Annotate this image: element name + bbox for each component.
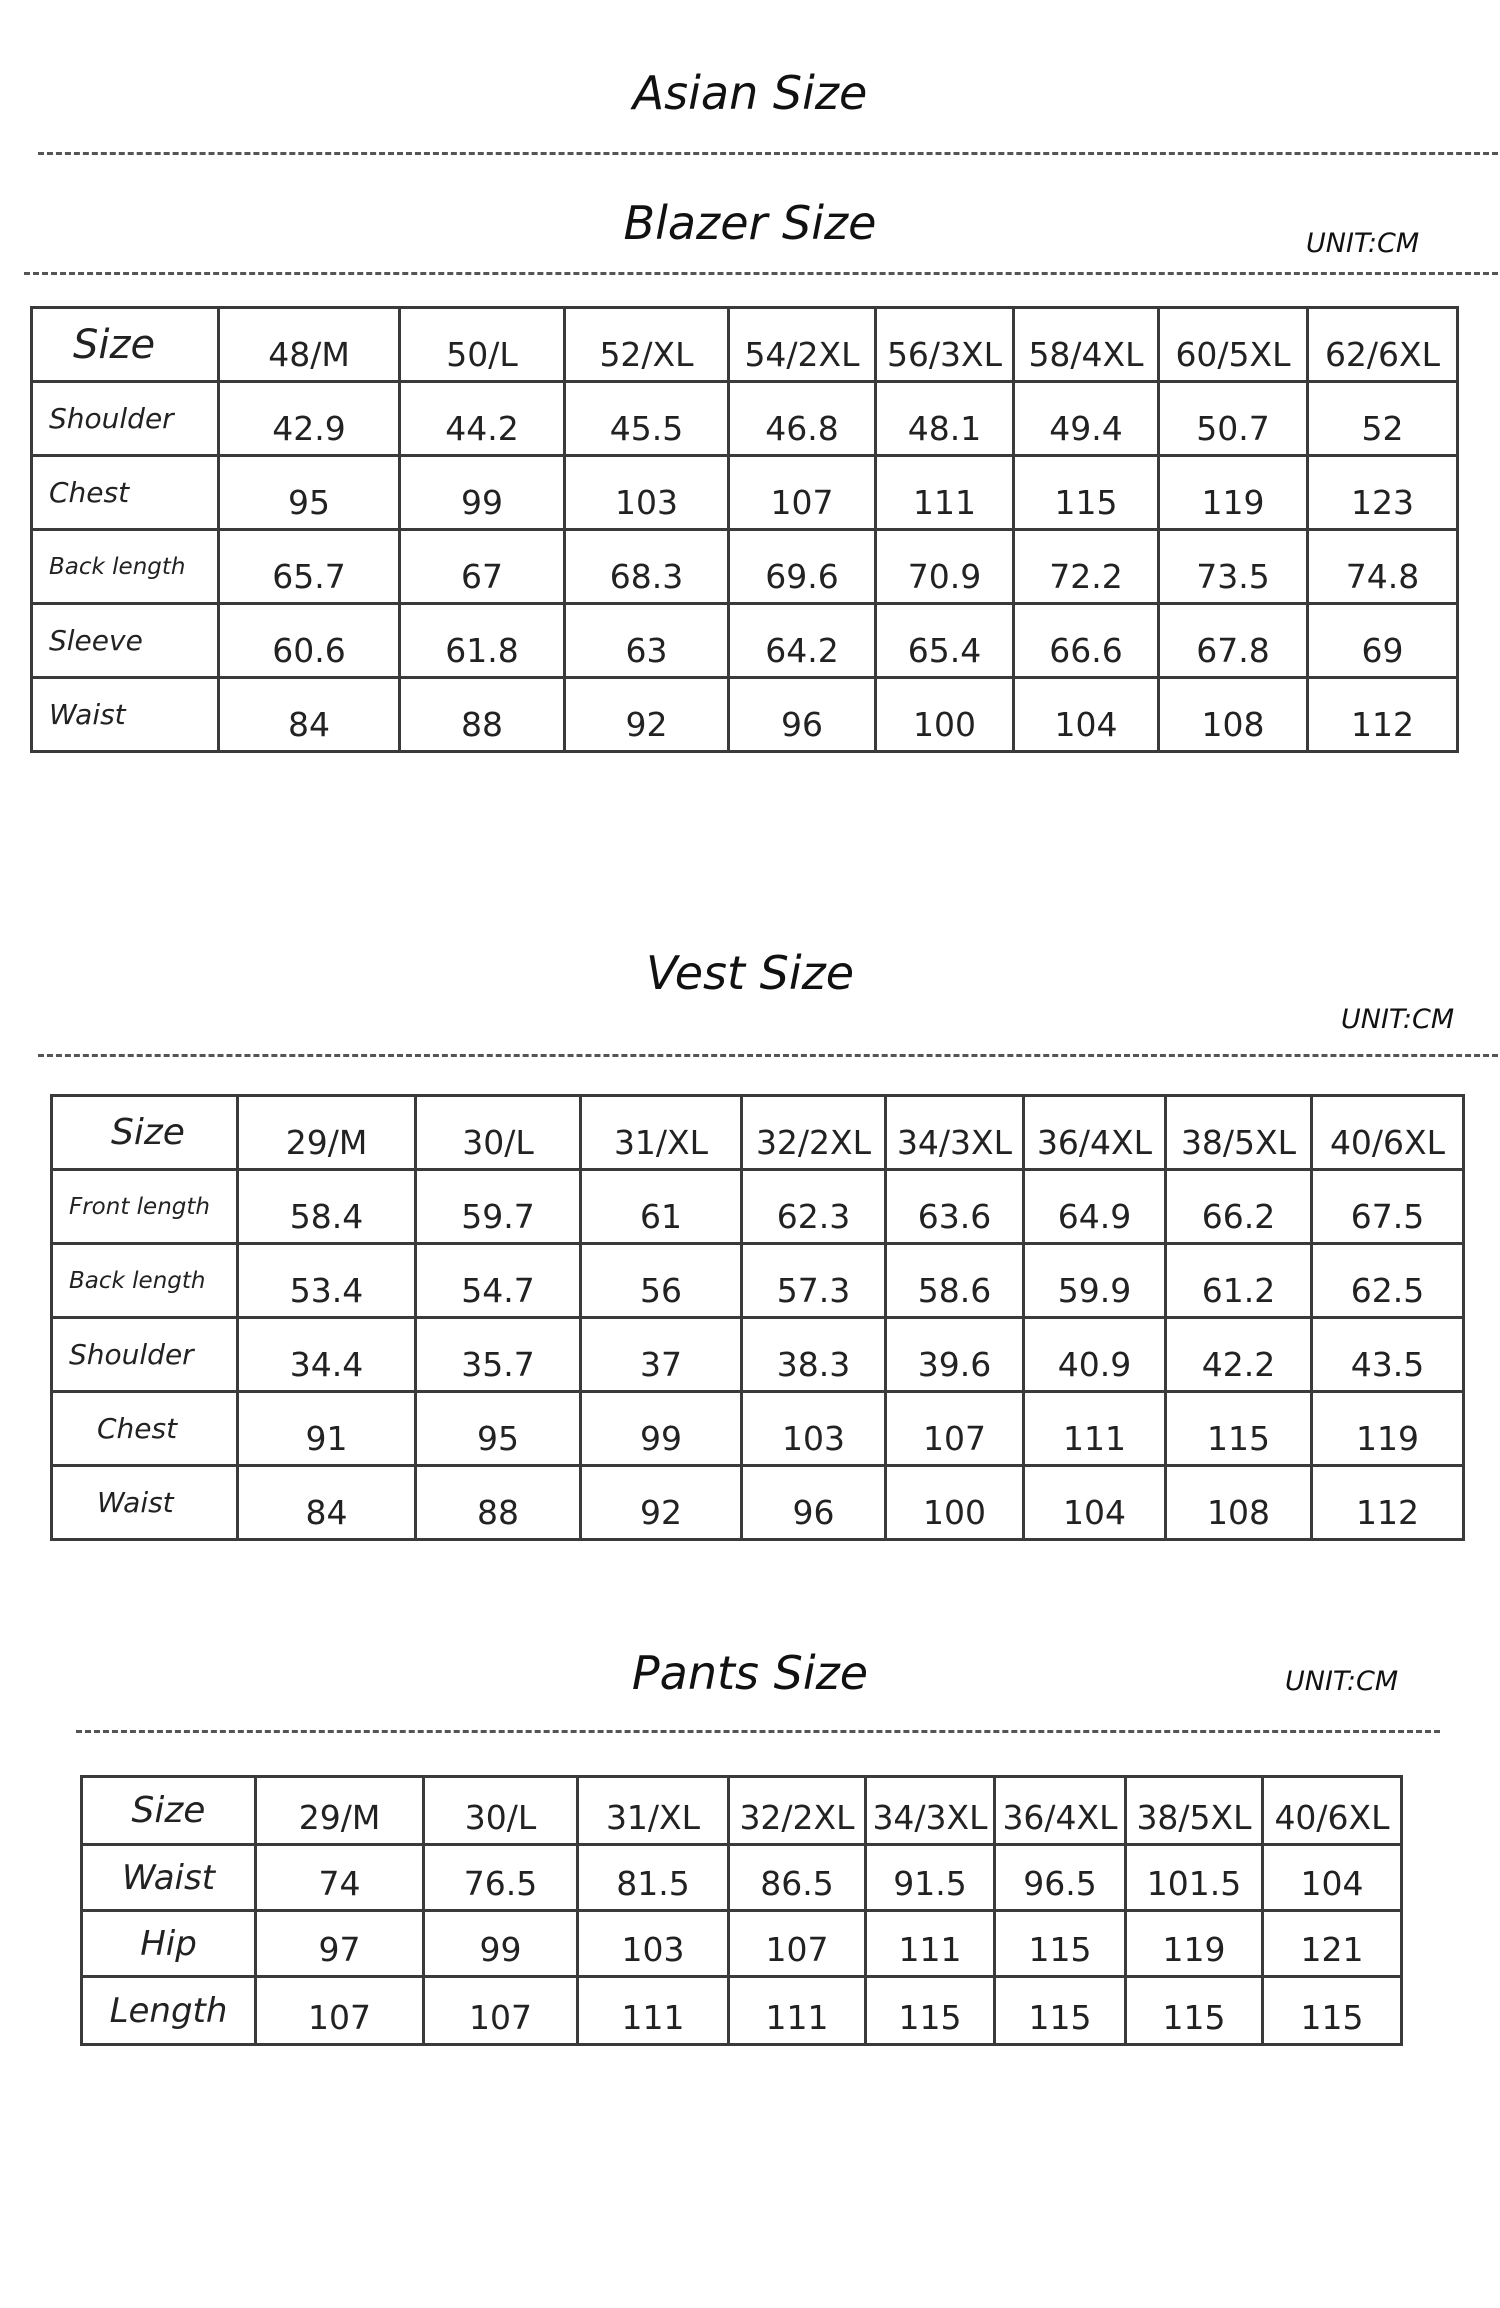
table-cell: 111 [876,456,1014,530]
table-cell: 43.5 [1312,1318,1464,1392]
table-cell: 103 [578,1911,729,1977]
table-cell: 68.3 [565,530,729,604]
row-label-back-length: Back length [52,1244,238,1318]
table-cell: 34.4 [238,1318,416,1392]
table-cell: 112 [1308,678,1458,752]
table-cell: 46.8 [729,382,876,456]
table-cell: 69 [1308,604,1458,678]
vest-title: Vest Size [645,946,855,1000]
table-cell: 108 [1166,1466,1312,1540]
table-header-row [82,1777,1402,1845]
table-cell: 59.7 [416,1170,581,1244]
divider [76,1730,1440,1733]
size-column-header: 60/5XL [1159,308,1308,382]
row-label-waist: Waist [32,678,219,752]
table-cell: 84 [219,678,400,752]
table-cell: 56 [581,1244,742,1318]
table-cell: 48.1 [876,382,1014,456]
size-column-header: 36/4XL [995,1777,1126,1845]
table-cell: 108 [1159,678,1308,752]
table-cell: 111 [578,1977,729,2045]
table-cell: 40.9 [1024,1318,1166,1392]
table-cell: 86.5 [729,1845,866,1911]
table-cell: 81.5 [578,1845,729,1911]
table-cell: 104 [1263,1845,1402,1911]
size-column-header: 38/5XL [1166,1096,1312,1170]
table-header-row [52,1096,1464,1170]
table-cell: 67.5 [1312,1170,1464,1244]
table-cell: 107 [256,1977,424,2045]
table-cell: 88 [400,678,565,752]
size-column-header: 38/5XL [1126,1777,1263,1845]
size-column-header: 48/M [219,308,400,382]
size-column-header: 30/L [416,1096,581,1170]
table-cell: 111 [866,1911,995,1977]
table-cell: 103 [742,1392,886,1466]
table-cell: 69.6 [729,530,876,604]
table-cell: 107 [729,1911,866,1977]
table-cell: 70.9 [876,530,1014,604]
table-cell: 65.7 [219,530,400,604]
table-header-row [32,308,1458,382]
table-cell: 63.6 [886,1170,1024,1244]
table-row [52,1466,1464,1540]
table-cell: 99 [581,1392,742,1466]
row-label-chest: Chest [32,456,219,530]
table-cell: 115 [1263,1977,1402,2045]
table-cell: 92 [581,1466,742,1540]
size-column-header: 62/6XL [1308,308,1458,382]
row-label-waist: Waist [52,1466,238,1540]
table-cell: 96 [729,678,876,752]
table-cell: 74 [256,1845,424,1911]
table-row [32,530,1458,604]
table-cell: 121 [1263,1911,1402,1977]
table-cell: 111 [1024,1392,1166,1466]
table-row [52,1392,1464,1466]
pants-unit: UNIT:CM [1285,1666,1399,1697]
table-cell: 63 [565,604,729,678]
table-cell: 39.6 [886,1318,1024,1392]
table-cell: 42.9 [219,382,400,456]
row-label-hip: Hip [82,1911,256,1977]
size-column-header: 36/4XL [1024,1096,1166,1170]
size-column-header: 54/2XL [729,308,876,382]
table-cell: 61.2 [1166,1244,1312,1318]
divider [38,1054,1498,1057]
table-cell: 50.7 [1159,382,1308,456]
table-cell: 64.9 [1024,1170,1166,1244]
table-cell: 58.4 [238,1170,416,1244]
size-column-header: 52/XL [565,308,729,382]
size-column-header: 40/6XL [1263,1777,1402,1845]
row-label-chest: Chest [52,1392,238,1466]
blazer-title: Blazer Size [623,196,877,250]
table-cell: 38.3 [742,1318,886,1392]
table-cell: 58.6 [886,1244,1024,1318]
table-cell: 35.7 [416,1318,581,1392]
table-cell: 74.8 [1308,530,1458,604]
table-cell: 91 [238,1392,416,1466]
size-column-header: 50/L [400,308,565,382]
size-column-header: 40/6XL [1312,1096,1464,1170]
table-cell: 57.3 [742,1244,886,1318]
table-cell: 92 [565,678,729,752]
table-row [52,1318,1464,1392]
table-cell: 103 [565,456,729,530]
row-label-shoulder: Shoulder [52,1318,238,1392]
row-label-sleeve: Sleeve [32,604,219,678]
size-header-label: Size [52,1096,238,1170]
table-cell: 62.3 [742,1170,886,1244]
row-label-length: Length [82,1977,256,2045]
table-row [52,1244,1464,1318]
divider [38,152,1498,155]
size-column-header: 34/3XL [886,1096,1024,1170]
table-row [82,1845,1402,1911]
row-label-waist: Waist [82,1845,256,1911]
table-cell: 64.2 [729,604,876,678]
table-cell: 115 [1166,1392,1312,1466]
row-label-front-length: Front length [52,1170,238,1244]
table-cell: 72.2 [1014,530,1159,604]
blazer-size-table [30,306,1459,753]
table-cell: 115 [866,1977,995,2045]
size-column-header: 32/2XL [729,1777,866,1845]
table-cell: 67.8 [1159,604,1308,678]
table-cell: 96 [742,1466,886,1540]
table-cell: 119 [1159,456,1308,530]
table-cell: 104 [1014,678,1159,752]
size-column-header: 58/4XL [1014,308,1159,382]
table-cell: 100 [886,1466,1024,1540]
blazer-unit: UNIT:CM [1306,228,1420,259]
table-cell: 88 [416,1466,581,1540]
table-cell: 45.5 [565,382,729,456]
table-cell: 119 [1312,1392,1464,1466]
size-column-header: 31/XL [581,1096,742,1170]
table-cell: 62.5 [1312,1244,1464,1318]
table-cell: 115 [1014,456,1159,530]
size-column-header: 56/3XL [876,308,1014,382]
table-cell: 44.2 [400,382,565,456]
table-cell: 107 [886,1392,1024,1466]
table-cell: 115 [995,1977,1126,2045]
table-cell: 37 [581,1318,742,1392]
table-cell: 66.2 [1166,1170,1312,1244]
table-cell: 99 [424,1911,578,1977]
table-cell: 123 [1308,456,1458,530]
table-cell: 104 [1024,1466,1166,1540]
divider [24,272,1498,275]
table-cell: 42.2 [1166,1318,1312,1392]
table-cell: 111 [729,1977,866,2045]
table-cell: 119 [1126,1911,1263,1977]
size-column-header: 32/2XL [742,1096,886,1170]
table-row [52,1170,1464,1244]
row-label-back-length: Back length [32,530,219,604]
table-cell: 84 [238,1466,416,1540]
pants-title: Pants Size [631,1646,869,1700]
vest-size-table [50,1094,1465,1541]
table-cell: 61.8 [400,604,565,678]
table-cell: 112 [1312,1466,1464,1540]
vest-unit: UNIT:CM [1341,1004,1455,1035]
table-cell: 53.4 [238,1244,416,1318]
size-column-header: 29/M [238,1096,416,1170]
table-cell: 54.7 [416,1244,581,1318]
table-row [82,1911,1402,1977]
table-cell: 101.5 [1126,1845,1263,1911]
table-cell: 49.4 [1014,382,1159,456]
table-cell: 66.6 [1014,604,1159,678]
table-cell: 97 [256,1911,424,1977]
table-cell: 96.5 [995,1845,1126,1911]
table-cell: 76.5 [424,1845,578,1911]
page-title: Asian Size [632,66,868,120]
size-column-header: 30/L [424,1777,578,1845]
table-row [32,678,1458,752]
table-row [32,382,1458,456]
pants-size-table [80,1775,1403,2046]
table-cell: 115 [995,1911,1126,1977]
table-cell: 107 [729,456,876,530]
table-cell: 65.4 [876,604,1014,678]
size-column-header: 29/M [256,1777,424,1845]
table-row [32,604,1458,678]
size-header-label: Size [82,1777,256,1845]
table-cell: 91.5 [866,1845,995,1911]
size-column-header: 34/3XL [866,1777,995,1845]
table-row [32,456,1458,530]
table-cell: 60.6 [219,604,400,678]
table-cell: 99 [400,456,565,530]
table-cell: 67 [400,530,565,604]
table-cell: 100 [876,678,1014,752]
size-column-header: 31/XL [578,1777,729,1845]
table-cell: 59.9 [1024,1244,1166,1318]
table-cell: 95 [416,1392,581,1466]
table-cell: 115 [1126,1977,1263,2045]
table-cell: 61 [581,1170,742,1244]
table-cell: 52 [1308,382,1458,456]
table-cell: 107 [424,1977,578,2045]
size-header-label: Size [32,308,219,382]
row-label-shoulder: Shoulder [32,382,219,456]
table-cell: 95 [219,456,400,530]
table-cell: 73.5 [1159,530,1308,604]
table-row [82,1977,1402,2045]
